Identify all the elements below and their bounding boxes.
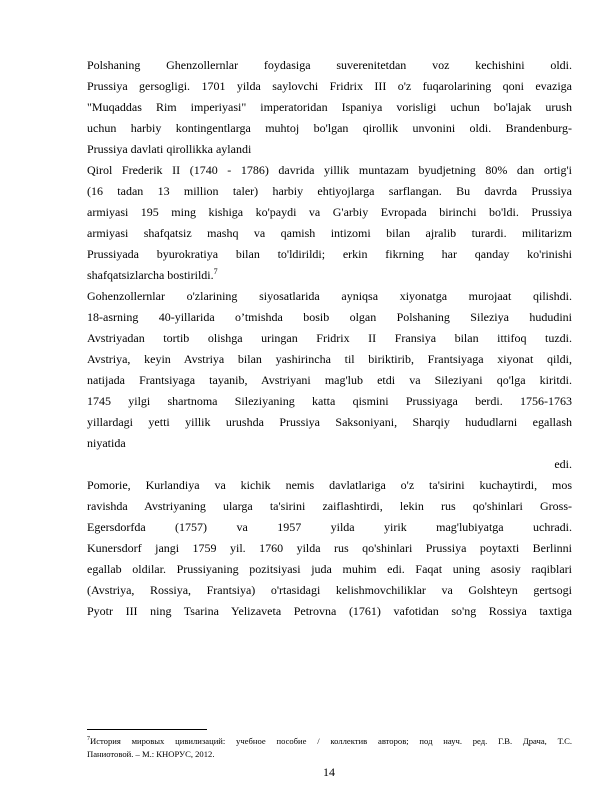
text-line-content: shafqatsizlarcha bostirildi. [87,268,214,282]
text-line: "Muqaddas Rim imperiyasi" imperatoridan Ispaniya vorisligi uchun bo'lajak urush [87,100,572,114]
text-line: Avstriyadan tortib olishga uringan Fridrix II Fransiya bilan ittifoq tuzdi. [87,331,572,345]
text-line: Avstriya, keyin Avstriya bilan yashirincha til biriktirib, Frantsiyaga xiyonat qildi, [87,352,572,366]
text-line: armiyasi 195 ming kishiga ko'paydi va G'arbiy Evropada birinchi bo'ldi. Prussiya [87,205,572,219]
footnote-line: Паниотовой. – М.: КНОРУС, 2012. [87,749,215,759]
text-line: armiyasi shafqatsiz mashq va qamish intizomi bilan ajralib turardi. militarizm [87,226,572,240]
page-number: 14 [323,765,335,779]
text-line: Kunersdorf jangi 1759 yil. 1760 yilda rus qo'shinlari Prussiya poytaxti Berlinni [87,541,572,555]
footnote-line [87,732,572,747]
footnote [87,732,572,762]
footnote-number: 7 [87,736,90,742]
text-line: Prussiya davlati qirollikka aylandi [87,142,252,156]
text-line: niyatida [87,436,126,450]
text-line: edi. [554,457,572,471]
text-line: egallab oldilar. Prussiyaning pozitsiyasi juda muhim edi. Faqat uning asosiy raqiblari [87,562,572,576]
text-line: natijada Frantsiyaga tayanib, Avstriyani mag'lub etdi va Sileziyani qo'lga kiritdi. [87,373,572,387]
text-line: Gohenzollernlar o'zlarining siyosatlarida ayniqsa xiyonatga murojaat qilishdi. [87,289,572,303]
footnote-divider [87,729,207,730]
text-line [87,265,572,286]
text-line: Prussiyada byurokratiya bilan to'ldirildi; erkin fikrning har qanday ko'rinishi [87,247,572,261]
footnote-text: История мировых цивилизаций: учебное пособие / коллектив авторов; под науч. ред. Г.В. Драча, Т.С. [90,735,572,746]
text-line: 1745 yilgi shartnoma Sileziyaning katta qismini Prussiyaga berdi. 1756-1763 [87,394,572,408]
text-line: Pyotr III ning Tsarina Yelizaveta Petrovna (1761) vafotidan so'ng Rossiya taxtiga [87,604,572,618]
footnote-reference: 7 [213,267,218,276]
text-line: Prussiya gersogligi. 1701 yilda saylovchi Fridrix III o'z fuqarolarining qoni evaziga [87,79,572,93]
text-line: ravishda Avstriyaning ularga ta'sirini zaiflashtirdi, lekin rus qo'shinlari Gross- [87,499,572,513]
text-line: Polshaning Ghenzollernlar foydasiga suverenitetdan voz kechishini oldi. [87,58,572,72]
text-line: (Avstriya, Rossiya, Frantsiya) o'rtasidagi kelishmovchiliklar va Golshteyn gertsogi [87,583,572,597]
main-text [87,55,572,622]
text-line: 18-asrning 40-yillarida o’tmishda bosib olgan Polshaning Sileziya hududini [87,310,572,324]
text-line: yillardagi yetti yillik urushda Prussiya Saksoniyani, Sharqiy hududlarni egallash [87,415,572,429]
text-line: uchun harbiy kontingentlarga muhtoj bo'lgan qirollik unvonini oldi. Brandenburg- [87,121,572,135]
text-line: Egersdorfda (1757) va 1957 yilda yirik mag'lubiyatga uchradi. [87,520,572,534]
text-line: (16 tadan 13 million taler) harbiy ehtiyojlarga sarflangan. Bu davrda Prussiya [87,184,572,198]
text-line: Pomorie, Kurlandiya va kichik nemis davlatlariga o'z ta'sirini kuchaytirdi, mos [87,478,572,492]
text-line: Qirol Frederik II (1740 - 1786) davrida yillik muntazam byudjetning 80% dan ortig'i [87,163,572,177]
